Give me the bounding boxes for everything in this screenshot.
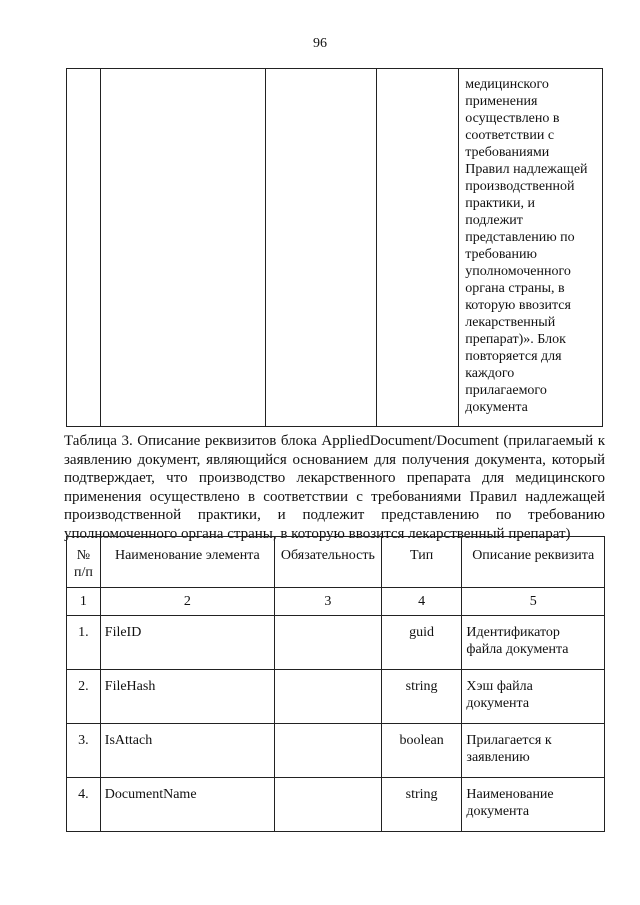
cont-line: производственной (465, 179, 575, 194)
cont-line: подлежит (465, 213, 523, 228)
row-num: 4. (67, 778, 101, 832)
header-name: Наименование элемента (100, 537, 274, 588)
column-number: 4 (381, 588, 462, 616)
row-description-line: файла документа (466, 642, 569, 657)
row-type: boolean (381, 724, 462, 778)
caption-line: применения осуществлено в соответствии с требованиями Правил надлежащей (64, 488, 605, 505)
table-row (67, 724, 605, 778)
caption-line: заявлению документ, являющийся основанием для получения документа, который (64, 451, 605, 468)
row-description (462, 724, 605, 778)
row-required (274, 724, 381, 778)
cont-line: лекарственный (465, 315, 556, 330)
row-description (462, 670, 605, 724)
row-element-name: DocumentName (100, 778, 274, 832)
row-num: 2. (67, 670, 101, 724)
row-element-name: IsAttach (100, 724, 274, 778)
cont-line: прилагаемого (465, 383, 547, 398)
column-number: 3 (274, 588, 381, 616)
row-required (274, 778, 381, 832)
row-description (462, 778, 605, 832)
cont-line: документа (465, 400, 528, 415)
table-caption (64, 432, 605, 544)
header-description: Описание реквизита (462, 537, 605, 588)
caption-line: Таблица 3. Описание реквизитов блока AppliedDocument/Document (прилагаемый к (64, 433, 605, 449)
row-num: 3. (67, 724, 101, 778)
row-num: 1. (67, 616, 101, 670)
header-row (67, 537, 605, 588)
cont-line: медицинского (465, 77, 549, 92)
header-num (67, 537, 101, 588)
row-type: guid (381, 616, 462, 670)
caption-line: подтверждает, что производство лекарственного препарата для медицинского (64, 470, 605, 487)
row-type: string (381, 670, 462, 724)
column-number-row (67, 588, 605, 616)
cont-line: препарат)». Блок (465, 332, 566, 347)
continued-table (66, 68, 603, 427)
row-description-line: Прилагается к (466, 733, 552, 748)
row-description-line: документа (466, 804, 530, 819)
column-number: 1 (67, 588, 101, 616)
table-row (67, 778, 605, 832)
header-required: Обязательность (274, 537, 381, 588)
requisites-table (66, 536, 605, 832)
row-required (274, 616, 381, 670)
row-description-line: Идентификатор (466, 625, 560, 640)
row-description-line: заявлению (466, 750, 530, 765)
cont-cell-num (67, 69, 101, 427)
cont-line: требованию (465, 247, 537, 262)
cont-line: уполномоченного (465, 264, 571, 279)
continued-table-row (67, 69, 603, 427)
row-element-name: FileID (100, 616, 274, 670)
header-num-line2: п/п (73, 565, 93, 580)
page-number: 96 (313, 36, 327, 51)
cont-cell-required (265, 69, 377, 427)
cont-line: Правил надлежащей (465, 162, 588, 177)
header-num-line1: № (76, 548, 91, 563)
continued-description-text (459, 69, 602, 416)
header-type: Тип (381, 537, 462, 588)
cont-line: требованиями (465, 145, 550, 160)
cont-cell-name (100, 69, 265, 427)
row-description-line: документа (466, 696, 530, 711)
column-number: 5 (462, 588, 605, 616)
caption-line: уполномоченного органа страны, в которую ввозится лекарственный препарат) (64, 525, 571, 542)
row-element-name: FileHash (100, 670, 274, 724)
cont-cell-type (377, 69, 459, 427)
cont-line: которую ввозится (465, 298, 571, 313)
cont-line: осуществлено в (465, 111, 560, 126)
row-description (462, 616, 605, 670)
row-required (274, 670, 381, 724)
row-description-line: Наименование (466, 787, 554, 802)
row-type: string (381, 778, 462, 832)
column-number: 2 (100, 588, 274, 616)
cont-line: практики, и (465, 196, 535, 211)
cont-cell-description (459, 69, 603, 427)
cont-line: каждого (465, 366, 515, 381)
cont-line: органа страны, в (465, 281, 565, 296)
cont-line: применения (465, 94, 538, 109)
cont-line: повторяется для (465, 349, 562, 364)
cont-line: соответствии с (465, 128, 555, 143)
cont-line: представлению по (465, 230, 575, 245)
caption-line: производственной практики, и подлежит представлению по требованию (64, 507, 605, 524)
row-description-line: Хэш файла (466, 679, 533, 694)
table-row (67, 670, 605, 724)
table-row (67, 616, 605, 670)
